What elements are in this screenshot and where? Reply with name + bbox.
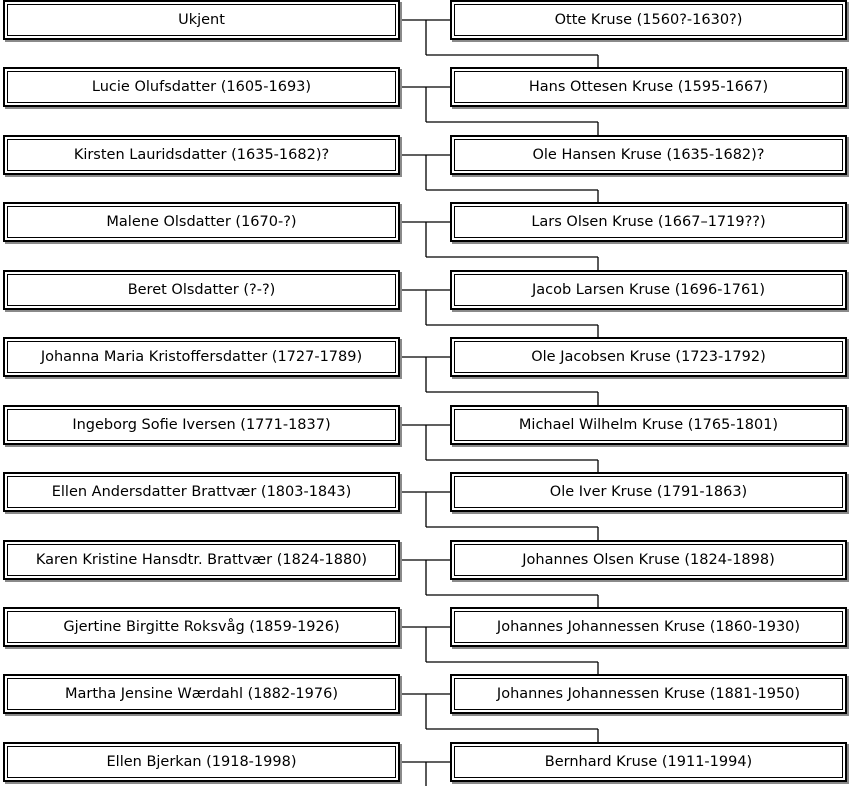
husband-box-10 xyxy=(450,607,847,647)
husband-name-5: Jacob Larsen Kruse (1696-1761) xyxy=(531,282,766,298)
wife-box-4 xyxy=(3,202,400,242)
wife-name-11: Martha Jensine Wærdahl (1882-1976) xyxy=(65,686,338,702)
wife-name-1: Ukjent xyxy=(178,12,225,28)
husband-box-1 xyxy=(450,0,847,40)
wife-box-5 xyxy=(3,270,400,310)
husband-name-12: Bernhard Kruse (1911-1994) xyxy=(544,754,753,770)
husband-box-12 xyxy=(450,742,847,782)
wife-box-10 xyxy=(3,607,400,647)
wife-name-6: Johanna Maria Kristoffersdatter (1727-1789) xyxy=(40,349,363,365)
wife-box-2 xyxy=(3,67,400,107)
wife-box-7 xyxy=(3,405,400,445)
husband-box-3 xyxy=(450,135,847,175)
husband-name-3: Ole Hansen Kruse (1635-1682)? xyxy=(532,147,765,163)
husband-name-11: Johannes Johannessen Kruse (1881-1950) xyxy=(496,686,801,702)
wife-box-6 xyxy=(3,337,400,377)
wife-name-2: Lucie Olufsdatter (1605-1693) xyxy=(91,79,312,95)
husband-box-9 xyxy=(450,540,847,580)
wife-box-8 xyxy=(3,472,400,512)
husband-name-8: Ole Iver Kruse (1791-1863) xyxy=(549,484,748,500)
husband-name-10: Johannes Johannessen Kruse (1860-1930) xyxy=(496,619,801,635)
wife-name-7: Ingeborg Sofie Iversen (1771-1837) xyxy=(72,417,331,433)
husband-name-7: Michael Wilhelm Kruse (1765-1801) xyxy=(518,417,779,433)
husband-box-6 xyxy=(450,337,847,377)
wife-box-11 xyxy=(3,674,400,714)
wife-name-9: Karen Kristine Hansdtr. Brattvær (1824-1880) xyxy=(35,552,368,568)
wife-name-5: Beret Olsdatter (?-?) xyxy=(127,282,276,298)
husband-box-4 xyxy=(450,202,847,242)
wife-name-3: Kirsten Lauridsdatter (1635-1682)? xyxy=(73,147,330,163)
wife-name-10: Gjertine Birgitte Roksvåg (1859-1926) xyxy=(63,619,340,635)
husband-box-2 xyxy=(450,67,847,107)
husband-name-1: Otte Kruse (1560?-1630?) xyxy=(554,12,743,28)
wife-name-4: Malene Olsdatter (1670-?) xyxy=(106,214,297,230)
husband-box-11 xyxy=(450,674,847,714)
wife-box-1 xyxy=(3,0,400,40)
husband-box-7 xyxy=(450,405,847,445)
wife-box-9 xyxy=(3,540,400,580)
wife-box-3 xyxy=(3,135,400,175)
wife-box-12 xyxy=(3,742,400,782)
husband-box-5 xyxy=(450,270,847,310)
wife-name-8: Ellen Andersdatter Brattvær (1803-1843) xyxy=(51,484,352,500)
husband-box-8 xyxy=(450,472,847,512)
husband-name-6: Ole Jacobsen Kruse (1723-1792) xyxy=(531,349,766,365)
wife-name-12: Ellen Bjerkan (1918-1998) xyxy=(106,754,297,770)
husband-name-2: Hans Ottesen Kruse (1595-1667) xyxy=(528,79,769,95)
husband-name-9: Johannes Olsen Kruse (1824-1898) xyxy=(522,552,775,568)
husband-name-4: Lars Olsen Kruse (1667–1719??) xyxy=(531,214,766,230)
